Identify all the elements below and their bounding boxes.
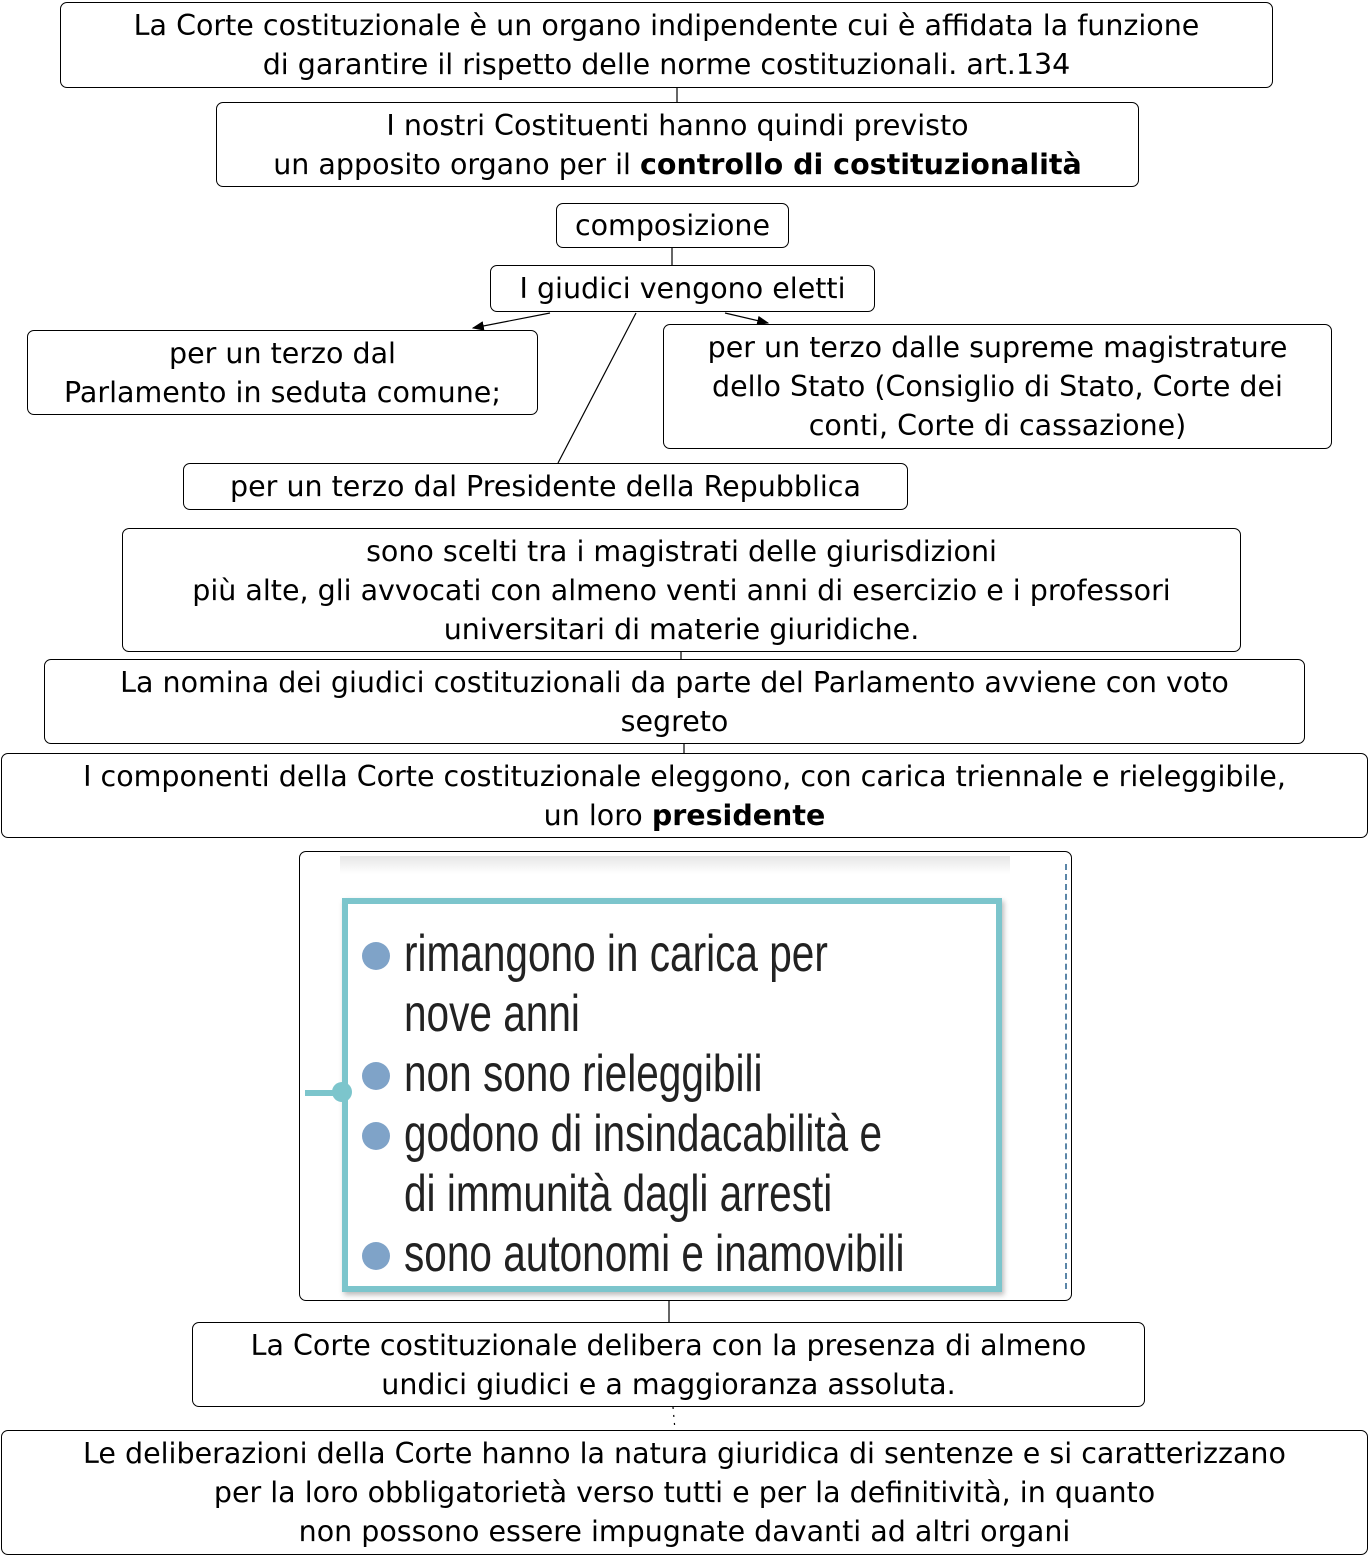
- node-text: I giudici vengono eletti: [519, 272, 846, 305]
- node-image-giudici-status[interactable]: [299, 851, 1072, 1301]
- node-terzo-magistrature[interactable]: [663, 324, 1332, 449]
- node-text: La Corte costituzionale delibera con la presenza di almeno undici giudici e a maggioranza assoluta.: [250, 1328, 1087, 1401]
- bullet-text: sono autonomi e inamovibili: [404, 1225, 905, 1283]
- bullet-text: godono di insindacabilità e: [404, 1105, 883, 1163]
- node-presidente[interactable]: [1, 753, 1368, 838]
- node-deliberazioni[interactable]: [1, 1430, 1368, 1555]
- node-terzo-presidente[interactable]: [183, 463, 908, 510]
- node-text: per un terzo dalle supreme magistrature dello Stato (Consiglio di Stato, Corte dei conti, Corte di cassazione): [707, 331, 1288, 442]
- bullet-text: rimangono in carica per: [404, 925, 828, 983]
- node-text-bold: presidente: [651, 798, 826, 832]
- node-terzo-parlamento[interactable]: [27, 330, 538, 415]
- bullet-icon: [362, 1242, 390, 1270]
- bullet-icon: [362, 1062, 390, 1090]
- node-corte-definition[interactable]: [60, 2, 1273, 88]
- node-nomina-voto[interactable]: [44, 659, 1305, 744]
- node-controllo[interactable]: [216, 102, 1139, 187]
- node-giudici-eletti[interactable]: [490, 265, 875, 312]
- dashed-line: [1065, 864, 1067, 1289]
- bullet-text: non sono rieleggibili: [404, 1045, 763, 1103]
- node-text: La nomina dei giudici costituzionali da parte del Parlamento avviene con voto segreto: [120, 665, 1229, 738]
- bullet-text: di immunità dagli arresti: [404, 1165, 833, 1223]
- node-text-bold: controllo di costituzionalità: [640, 147, 1082, 181]
- node-composizione[interactable]: [556, 203, 789, 248]
- node-text: La Corte costituzionale è un organo indipendente cui è affidata la funzione di garantire il rispetto delle norme costituzionali. art.134: [133, 9, 1200, 81]
- node-text: Le deliberazioni della Corte hanno la natura giuridica di sentenze e si caratterizzano per la loro obbligatorietà verso tutti e per la definitività, in quanto non possono essere impugnate davanti ad altri organi: [83, 1437, 1286, 1548]
- node-text-normal: I nostri Costituenti hanno quindi previsto un apposito organo per il: [273, 108, 969, 181]
- bullet-icon: [362, 942, 390, 970]
- node-text-normal: I componenti della Corte costituzionale eleggono, con carica triennale e rieleggibile, un loro: [83, 759, 1286, 832]
- bullet-text: nove anni: [404, 985, 580, 1043]
- node-scelti-tra[interactable]: [122, 528, 1241, 652]
- node-delibera[interactable]: [192, 1322, 1145, 1407]
- node-text: per un terzo dal Parlamento in seduta comune;: [64, 336, 501, 409]
- node-text: per un terzo dal Presidente della Repubblica: [230, 470, 861, 503]
- node-text: [83, 757, 1286, 835]
- node-text: sono scelti tra i magistrati delle giurisdizioni più alte, gli avvocati con almeno venti anni di esercizio e i professori universitari di materie giuridiche.: [192, 534, 1171, 646]
- node-text: [273, 106, 1082, 184]
- image-shadow: [340, 856, 1010, 874]
- bullet-list-box: [342, 898, 1002, 1292]
- bullet-icon: [362, 1122, 390, 1150]
- connector-dot: [332, 1082, 352, 1102]
- node-text: composizione: [574, 209, 771, 242]
